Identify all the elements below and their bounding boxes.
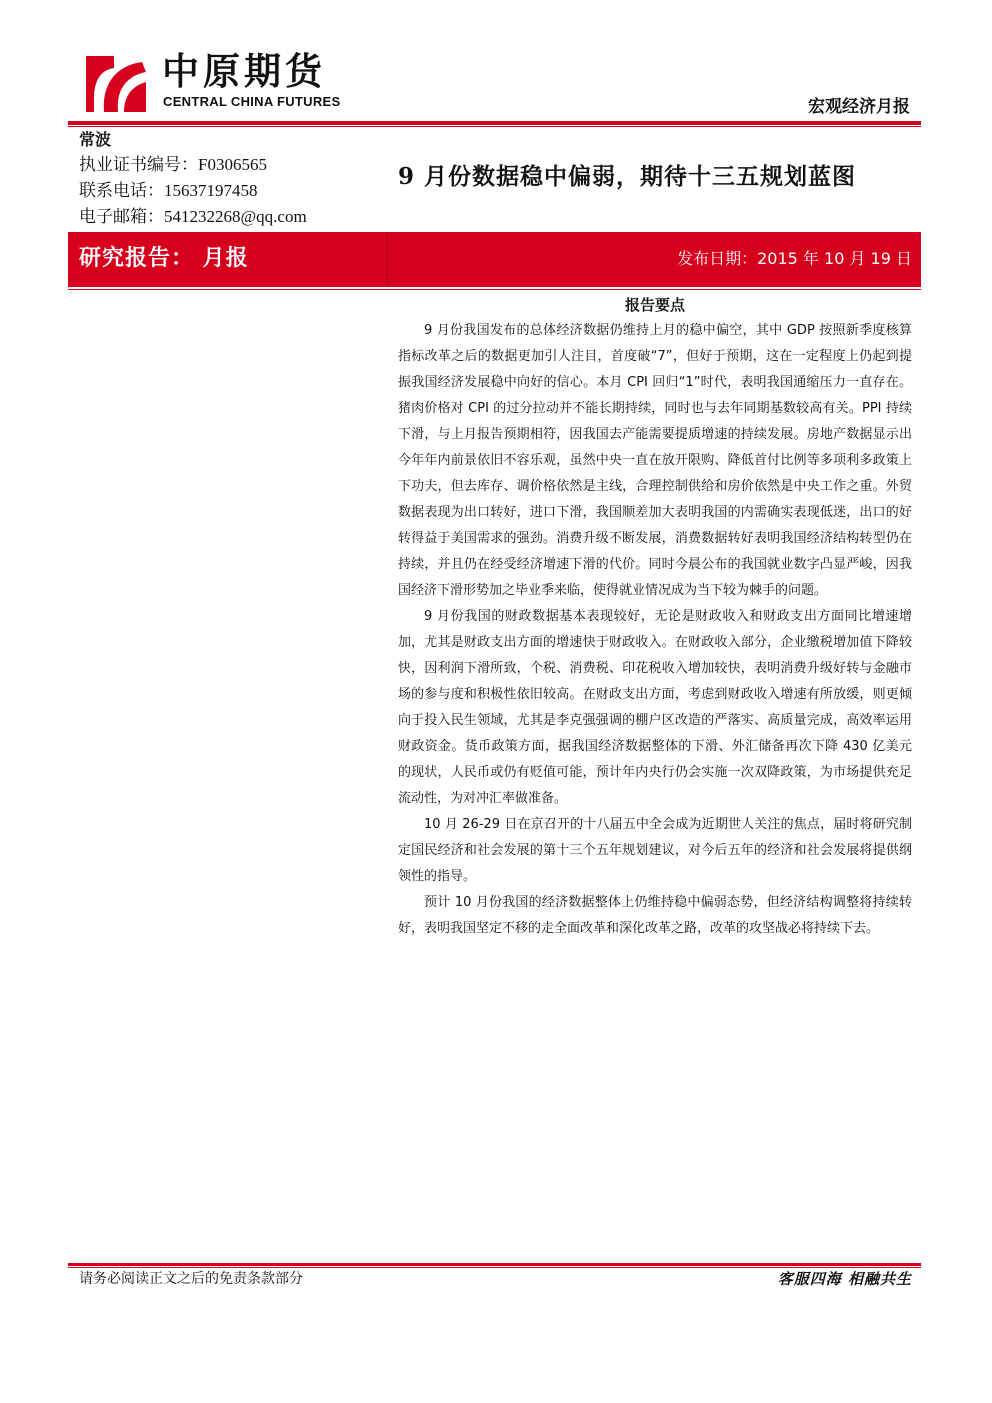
report-type-label: 宏观经济月报 [808,97,910,117]
analyst-certificate: 执业证书编号：F0306565 [79,155,267,174]
logo-chinese-name: 中原期货 [162,50,326,93]
disclaimer-note: 请务必阅读正文之后的免责条款部分 [79,1271,303,1287]
publish-date: 发布日期：2015 年 10 月 19 日 [677,249,912,268]
band-underline [68,289,921,290]
analyst-phone: 联系电话：15637197458 [79,181,258,200]
key-points-body [398,318,912,942]
key-points-heading: 报告要点 [624,296,685,314]
report-category-label: 研究报告： 月报 [79,246,249,271]
band-divider [387,232,388,287]
key-points-paragraph: 预计 10 月份我国的经济数据整体上仍维持稳中偏弱态势，但经济结构调整将持续转好，表明我国坚定不移的走全面改革和深化改革之路，改革的攻坚战必将持续下去。 [398,895,912,936]
footer-divider [68,1263,921,1266]
logo-icon [84,52,148,114]
analyst-name: 常波 [79,130,112,149]
company-slogan: 客服四海 相融共生 [777,1270,912,1288]
analyst-email: 电子邮箱：541232268@qq.com [79,207,307,226]
key-points-paragraph: 9 月份我国发布的总体经济数据仍维持上月的稳中偏空，其中 GDP 按照新季度核算指标改革之后的数据更加引人注目，首度破“7”，但好于预期，这在一定程度上仍起到提振我国经济发展稳中向好的信心。本月 CPI 回归“1”时代，表明我国通缩压力一直存在。猪肉价格对 CPI 的过分拉动并不能长期持续，同时也与去年同期基数较高有关。PPI 持续下滑，与上月报告预期相符，因我国去产能需要提质增速的持续发展。房地产数据显示出今年年内前景依旧不容乐观，虽然中央一直在放开限购、降低首付比例等多项利多政策上下功夫，但去库存、调价格依然是主线，合理控制供给和房价依然是中央工作之重。外贸数据表现为出口转好，进口下滑，我国顺差加大表明我国的内需确实表现低迷，出口的好转得益于美国需求的强劲。消费升级不断发展，消费数据转好表明我国经济结构转型仍在持续，并且仍在经受经济增速下滑的代价。同时今晨公布的我国就业数字凸显严峻，因我国经济下滑形势加之毕业季来临，使得就业情况成为当下较为棘手的问题。 [398,323,912,598]
logo-english-name: CENTRAL CHINA FUTURES [163,94,341,109]
key-points-paragraph: 10 月 26-29 日在京召开的十八届五中全会成为近期世人关注的焦点，届时将研究制定国民经济和社会发展的第十三个五年规划建议，对今后五年的经济和社会发展将提供纲领性的指导。 [398,817,912,884]
header-divider-thin [68,126,921,127]
header-divider [68,121,921,125]
report-title: 9 月份数据稳中偏弱，期待十三五规划蓝图 [398,163,857,190]
key-points-paragraph: 9 月份我国的财政数据基本表现较好，无论是财政收入和财政支出方面同比增速增加，尤其是财政支出方面的增速快于财政收入。在财政收入部分，企业缴税增加值下降较快，因利润下滑所致，个税、消费税、印花税收入增加较快，表明消费升级好转与金融市场的参与度和积极性依旧较高。在财政支出方面，考虑到财政收入增速有所放缓，则更倾向于投入民生领域，尤其是李克强强调的棚户区改造的严落实、高质量完成，高效率运用财政资金。货币政策方面，据我国经济数据整体的下滑、外汇储备再次下降 430 亿美元的现状，人民币或仍有贬值可能，预计年内央行仍会实施一次双降政策，为市场提供充足流动性，为对冲汇率做准备。 [398,609,912,806]
